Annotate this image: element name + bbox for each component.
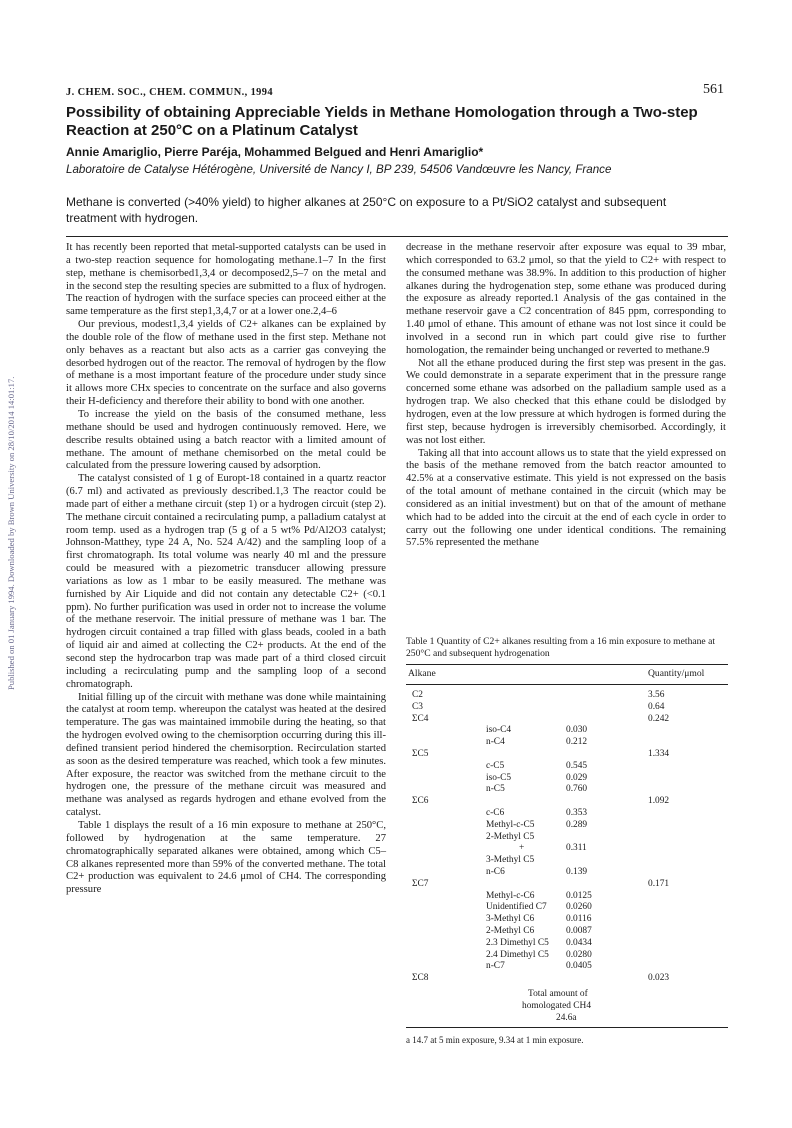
table-cell-sv: 0.0116	[566, 914, 592, 925]
article-authors: Annie Amariglio, Pierre Paréja, Mohammed Belgued and Henri Amariglio*	[66, 145, 484, 159]
table-cell-sv: 0.0087	[566, 926, 592, 936]
table-cell-name: ΣC5	[412, 749, 429, 759]
table-total-value: 24.6a	[556, 1013, 577, 1023]
table-top-rule	[406, 664, 728, 665]
table-cell-sub: 2.3 Dimethyl C5	[486, 937, 549, 948]
table-cell-sub: Unidentified C7	[486, 902, 547, 913]
table-cell-sub: 2-Methyl C5	[486, 831, 535, 842]
table-cell-sv: 0.030	[566, 725, 588, 736]
table-cell-sub: 2.4 Dimethyl C5	[486, 949, 549, 960]
table-cell-sub: n-C5	[486, 784, 505, 795]
table-cell-sub: n-C4	[486, 737, 505, 748]
paragraph: To increase the yield on the basis of the consumed methane, less methane should be used and hydrogen continuously removed. Here, we describe results obtained using a batch reactor with a limited amount of methane. The amount of methane chemisorbed on the metal could be calculated from the pressure lowering caused by adsorption.	[66, 408, 386, 472]
table-header-rule	[406, 684, 728, 685]
article-abstract: Methane is converted (>40% yield) to higher alkanes at 250°C on exposure to a Pt/SiO2 catalyst and subsequent treatment with hydrogen.	[66, 195, 667, 225]
table-cell-sv: 0.0125	[566, 890, 592, 901]
table-bottom-rule	[406, 1027, 728, 1028]
table-cell-sv: 0.0280	[566, 949, 592, 960]
paragraph: The catalyst consisted of 1 g of Europt-18 contained in a quartz reactor (6.7 ml) and activated as previously described.1,3 The reactor could be made part of either a methane circuit (step 1) or a hydrogen circuit (step 2). The methane circuit contained a recirculating pump, a palladium catalyst at room temp. used as a hydrogen trap (5 g of a 5 wt% Pd/Al2O3 catalyst; Johnson-Matthey, type 24 A, No. 524 A/42) and the sampling loop of a first chromatograph. Its total volume was nearly 40 ml and the pressure could be measured with a piezometric transducer allowing pressure variations as low as 1 mbar to be easily measured. The methane was furnished by Air Liquide and did not contain any detectable C2+ (<0.1 ppm). No further purification was used in order not to increase the volume of the methane reservoir. The initial pressure of methane was 1 bar. The hydrogen circuit contained a trap filled with glass beads, cooled in a bath of liquid air and aimed at collecting the C2+ products. At the end of the second step the hydrocarbon trap was made part of a third closed circuit including a recirculating pump and the sampling loop of a second chromatograph.	[66, 473, 386, 690]
paragraph: Initial filling up of the circuit with methane was done while maintaining the catalyst at room temp. whereupon the catalyst was heated at the desired temperature. The gas was maintained immobile during the heating, so that the hydrogen evolved owing to the chemisorption occurring during this ill-defined transient period hindered the chemisorption. Recirculation started as soon as the desired temperature was reached, which took a few minutes. After exposure, the reactor was switched from the methane circuit to the hydrogen one, the pressure of the methane circuit was measured and methane was analysed as regards hydrogen and ethane evolved from the catalyst.	[66, 691, 386, 819]
table-cell-sub: Methyl-c-C5	[486, 819, 535, 830]
table-cell-sub: 2-Methyl C6	[486, 926, 535, 936]
table-cell-sub: 3-Methyl C6	[486, 914, 535, 925]
article-title: Possibility of obtaining Appreciable Yields in Methane Homologation through a Two-step Reaction at 250°C on a Platinum Catalyst	[66, 104, 698, 139]
table-cell-name: C3	[412, 701, 423, 712]
table-cell-name: ΣC7	[412, 878, 429, 889]
table-cell-name: ΣC4	[412, 713, 429, 724]
table-cell-total: 0.171	[648, 878, 670, 889]
table-cell-name: C2	[412, 690, 423, 700]
table-cell-sv: 0.545	[566, 760, 588, 771]
paragraph: Table 1 displays the result of a 16 min exposure to methane at 250°C, followed by hydrogenation at the same temperature. 27 chromatographically separated alkanes were obtained, among which C5–C8 alkanes represented more than 59% of the converted methane. The total C2+ production was equivalent to 24.6 μmol of CH4. The corresponding pressure	[66, 819, 386, 896]
right-column	[406, 242, 726, 550]
table-cell-total: 0.242	[648, 713, 670, 724]
table-cell-name: ΣC6	[412, 796, 429, 807]
table-cell-total: 0.64	[648, 701, 665, 712]
table-cell-sv: 0.0260	[566, 902, 592, 913]
table-cell-total: 1.092	[648, 796, 670, 807]
table-cell-sub: c-C6	[486, 808, 505, 818]
table-cell-sub: +	[519, 843, 525, 854]
table-header-quantity: Quantity/μmol	[648, 668, 705, 679]
download-watermark	[4, 70, 18, 690]
table-cell-sv: 0.0434	[566, 937, 592, 948]
table-total-label: homologated CH4	[522, 1001, 592, 1011]
table-cell-sub: n-C7	[486, 961, 505, 972]
left-column	[66, 242, 386, 897]
table-cell-sv: 0.311	[566, 843, 587, 854]
table-cell-sv: 0.760	[566, 784, 588, 795]
abstract-rule	[66, 236, 728, 237]
table-cell-sub: 3-Methyl C5	[486, 855, 535, 866]
running-header: J. CHEM. SOC., CHEM. COMMUN., 1994	[66, 87, 273, 98]
table-footnote: a 14.7 at 5 min exposure, 9.34 at 1 min exposure.	[406, 1035, 584, 1045]
paragraph: decrease in the methane reservoir after exposure was equal to 39 mbar, which corresponded to 63.2 μmol, so that the yield to C2+ with respect to the consumed methane was 38.9%. In addition to this production of higher alkanes during the hydrogenation step, some ethane was produced during the exposure as already reported.1 Analysis of the gas contained in the methane reservoir gave a C2 concentration of 845 ppm, corresponding to 1.40 μmol of ethane. This amount of ethane was not lost since it could be involved in a second run in which part could give rise to further homologation, the remainder being unchanged or reverted to methane.9	[406, 242, 726, 356]
table-cell-sub: Methyl-c-C6	[486, 890, 535, 901]
table-cell-sub: iso-C5	[486, 772, 512, 783]
watermark-text: Published on 01 January 1994. Downloaded by Brown University on 28/10/2014 14:01:17.	[6, 376, 16, 690]
table-cell-sub: iso-C4	[486, 725, 512, 736]
table-caption: Table 1 Quantity of C2+ alkanes resulting from a 16 min exposure to methane at 250°C and subsequent hydrogenation	[406, 636, 715, 659]
table-cell-sv: 0.029	[566, 772, 588, 783]
paragraph: Taking all that into account allows us to state that the yield expressed on the basis of the methane removed from the batch reactor amounted to 42.5% at a conservative estimate. This yield is not expressed on the basis of the total amount of methane contained in the circuit (which may be considered as an initial investment) but on that of the amount of methane which had to be added into the circuit at the end of each cycle in order to carry out the following one under identical conditions. The remaining 57.5% represented the methane	[406, 447, 726, 549]
table-total-label: Total amount of	[528, 989, 588, 999]
paragraph: Not all the ethane produced during the first step was present in the gas. We could demonstrate in a separate experiment that in the pressure range concerned some ethane was adsorbed on the palladium sample used as a hydrogen trap. We also checked that this ethane could be dislodged by hydrogen, even at the low pressure at which hydrogen is formed during the first step, because hydrogen is irreversibly chemisorbed. Accordingly, it was not lost either.	[406, 357, 726, 446]
table-cell-sv: 0.353	[566, 808, 588, 818]
paragraph: It has recently been reported that metal-supported catalysts can be used in a two-step reaction sequence for homologating methane.1–7 In the first step, methane is chemisorbed1,3,4 or decomposed2,5–7 on the metal and in the second step the resulting species are submitted to a flux of hydrogen. The reaction of hydrogen with the surface species can proceed either at the same temperature as the first step1,3,4,7 or at a lower one.2,4–6	[66, 242, 386, 318]
paragraph: Our previous, modest1,3,4 yields of C2+ alkanes can be explained by the double role of the flow of methane used in the first step. Methane not only behaves as a reactant but also acts as a carrier gas conveying the desorbed hydrogen out of the reactor. The removal of hydrogen by the flow of methane is a most important feature of the procedure under study since it allows more CHx species to concentrate on the surface and also governs their H-deficiency and therefore their ability to bond with one another.	[66, 319, 386, 408]
table-cell-total: 3.56	[648, 690, 665, 700]
table-header-alkane: Alkane	[408, 668, 436, 679]
table-cell-total: 1.334	[648, 749, 670, 759]
table-cell-sub: c-C5	[486, 760, 505, 771]
page-number: 561	[703, 82, 724, 97]
table-cell-sub: n-C6	[486, 867, 505, 877]
table-cell-name: ΣC8	[412, 973, 429, 984]
table-cell-sv: 0.212	[566, 737, 588, 748]
article-affiliation: Laboratoire de Catalyse Hétérogène, Université de Nancy I, BP 239, 54506 Vandœuvre les Nancy, France	[66, 163, 612, 176]
table-cell-total: 0.023	[648, 973, 670, 984]
table-cell-sv: 0.139	[566, 867, 588, 877]
table-cell-sv: 0.0405	[566, 961, 592, 972]
table-cell-sv: 0.289	[566, 819, 588, 830]
